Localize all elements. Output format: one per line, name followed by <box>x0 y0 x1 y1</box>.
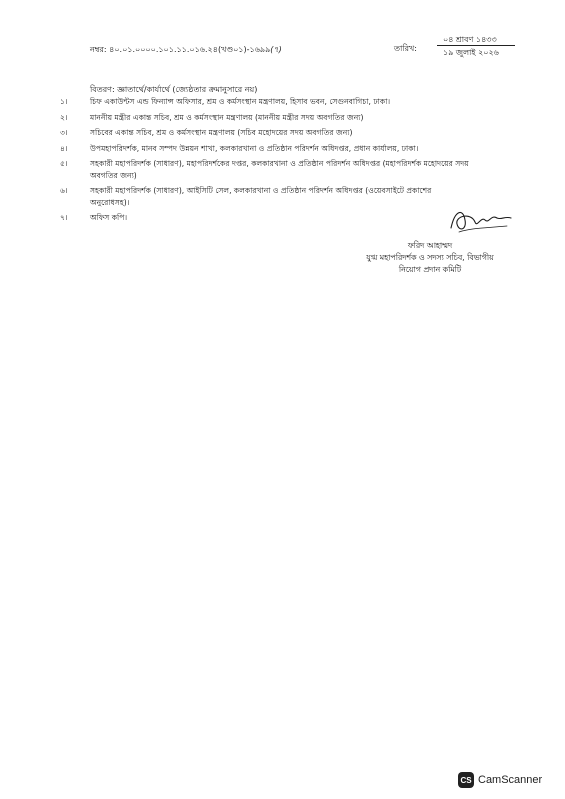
list-item <box>60 127 470 139</box>
signatory-designation-line1: যুগ্ম মহাপরিদর্শক ও সদস্য সচিব, বিভাগীয় <box>366 253 494 262</box>
memo-handwritten-suffix: (৭) <box>270 45 282 54</box>
list-item <box>60 158 470 181</box>
list-item <box>60 96 470 108</box>
list-item <box>60 212 470 224</box>
camscanner-watermark <box>458 771 542 789</box>
item-text: সচিবের একান্ত সচিব, শ্রম ও কর্মসংস্থান মন্ত্রণালয় (সচিব মহোদয়ের সদয় অবগতির জন্য) <box>90 128 353 137</box>
item-text: উপমহাপরিদর্শক, মানব সম্পদ উন্নয়ন শাখা, কলকারখানা ও প্রতিষ্ঠান পরিদর্শন অধিদপ্তর, প্রধান কার্যালয়, ঢাকা। <box>90 143 419 153</box>
list-item <box>60 143 470 155</box>
item-number: ৫। <box>60 159 68 168</box>
memo-label: নম্বর: <box>90 45 107 54</box>
item-text: চিফ একাউন্টস এন্ড ফিন্যান্স অফিসার, শ্রম ও কর্মসংস্থান মন্ত্রণালয়, হিসাব ভবন, সেগুনবাগিচা, ঢাকা। <box>90 97 391 106</box>
date-gregorian: ১৯ জুলাই ২০২৬ <box>443 48 499 57</box>
item-number: ৬। <box>60 186 68 195</box>
item-number: ৭। <box>60 213 68 222</box>
signatory-name: ফরিদ আহাম্মদ <box>407 241 453 250</box>
distribution-list <box>60 96 470 228</box>
handwritten-signature <box>445 206 515 236</box>
list-item <box>60 185 470 208</box>
distribution-heading: বিতরণ: জ্ঞাতার্থে/কার্যার্থে (জ্যেষ্ঠতার ক্রমানুসারে নয়) <box>90 85 258 94</box>
item-number: ৩। <box>60 128 68 137</box>
item-number: ৪। <box>60 143 68 153</box>
item-text: অফিস কপি। <box>90 213 128 222</box>
item-text: মাননীয় মন্ত্রীর একান্ত সচিব, শ্রম ও কর্মসংস্থান মন্ত্রণালয় (মাননীয় মন্ত্রীর সদয় অবগতির জন্য) <box>90 112 364 122</box>
camscanner-brand: CamScanner <box>478 774 543 786</box>
item-number: ১। <box>60 97 68 106</box>
memo-number <box>90 44 282 57</box>
memo-number-value: ৪০.০১.০০০০.১০১.১১.০১৬.২৪(খণ্ড০১)-১৬৯৯ <box>109 45 271 54</box>
date-bangla: ০৪ শ্রাবণ ১৪৩৩ <box>443 35 497 44</box>
item-text: সহকারী মহাপরিদর্শক (সাধারণ), মহাপরিদর্শকের দপ্তর, কলকারখানা ও প্রতিষ্ঠান পরিদর্শন অধিদপ্তর (মহাপরিদর্শক মহোদয়ের সদয় অবগতির জন্য) <box>90 159 469 180</box>
date-values <box>437 34 515 59</box>
signatory-block <box>335 240 525 276</box>
list-item <box>60 112 470 124</box>
item-number: ২। <box>60 112 68 122</box>
signatory-designation-line2: নিয়োগ প্রদান কমিটি <box>398 265 462 274</box>
date-label: তারিখ: <box>394 44 417 53</box>
camscanner-logo-icon: CS <box>458 772 474 788</box>
item-text: সহকারী মহাপরিদর্শক (সাধারণ), আইসিটি সেল, কলকারখানা ও প্রতিষ্ঠান পরিদর্শন অধিদপ্তর (ওয়েবসাইটে প্রকাশের অনুরোধসহ)। <box>90 186 432 207</box>
